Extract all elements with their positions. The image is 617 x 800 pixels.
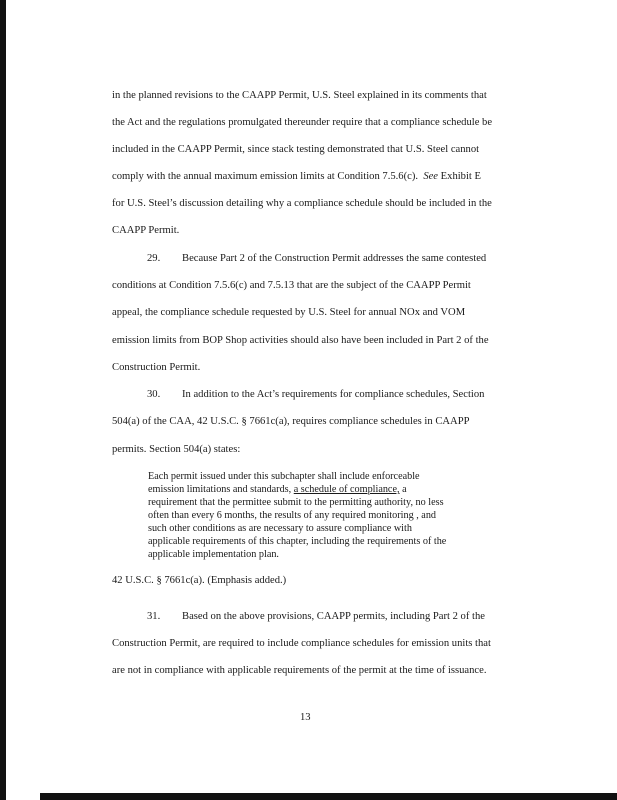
quote-line — [148, 484, 407, 496]
scan-edge-bottom — [40, 793, 617, 800]
text-line: conditions at Condition 7.5.6(c) and 7.5.13 that are the subject of the CAAPP Permit — [112, 280, 471, 291]
paragraph-number: 30. — [147, 389, 161, 400]
paragraph-31-first-line — [112, 610, 485, 623]
quote-line: requirement that the permittee submit to the permitting authority, no less — [148, 497, 444, 508]
text-segment: Based on the above provisions, CAAPP permits, including Part 2 of the — [182, 611, 485, 622]
text-line: 504(a) of the CAA, 42 U.S.C. § 7661c(a), requires compliance schedules in CAAPP — [112, 416, 470, 427]
text-line: Construction Permit, are required to include compliance schedules for emission units that — [112, 638, 491, 649]
text-line: emission limits from BOP Shop activities should also have been included in Part 2 of the — [112, 335, 489, 346]
text-segment: In addition to the Act’s requirements for compliance schedules, Section — [182, 389, 485, 400]
paragraph-number: 29. — [147, 253, 161, 264]
quote-line: applicable requirements of this chapter, including the requirements of the — [148, 536, 447, 547]
text-line: are not in compliance with applicable requirements of the permit at the time of issuance. — [112, 665, 487, 676]
text-segment: Because Part 2 of the Construction Permit addresses the same contested — [182, 253, 487, 264]
quote-line: applicable implementation plan. — [148, 549, 279, 560]
text-line — [112, 170, 481, 183]
text-segment: emission limitations and standards, — [148, 484, 292, 495]
page-number: 13 — [300, 712, 311, 723]
text-line: permits. Section 504(a) states: — [112, 444, 241, 455]
paragraph-number: 31. — [147, 611, 161, 622]
text-line: the Act and the regulations promulgated thereunder require that a compliance schedule be — [112, 117, 493, 128]
paragraph-30-first-line — [112, 388, 484, 401]
text-line: included in the CAAPP Permit, since stack testing demonstrated that U.S. Steel cannot — [112, 144, 480, 155]
see-signal: See — [423, 171, 439, 182]
quote-line: Each permit issued under this subchapter shall include enforceable — [148, 471, 420, 482]
text-line: Construction Permit. — [112, 362, 201, 373]
text-line: CAAPP Permit. — [112, 225, 180, 236]
scan-edge-left — [0, 0, 6, 800]
quote-line: often than every 6 months, the results of any required monitoring , and — [148, 510, 437, 521]
quote-line: such other conditions as are necessary to assure compliance with — [148, 523, 412, 534]
text-line: appeal, the compliance schedule requested by U.S. Steel for annual NOx and VOM — [112, 307, 466, 318]
text-segment: a — [402, 484, 407, 495]
citation: 42 U.S.C. § 7661c(a). (Emphasis added.) — [112, 575, 287, 586]
exhibit-reference: Exhibit E — [440, 171, 481, 182]
text-line: for U.S. Steel’s discussion detailing why a compliance schedule should be included in the — [112, 198, 492, 209]
paragraph-29-first-line — [112, 252, 486, 265]
text-line: in the planned revisions to the CAAPP Permit, U.S. Steel explained in its comments that — [112, 90, 487, 101]
emphasized-phrase: a schedule of compliance, — [293, 484, 400, 495]
text-segment: comply with the annual maximum emission limits at Condition 7.5.6(c). — [112, 171, 419, 182]
